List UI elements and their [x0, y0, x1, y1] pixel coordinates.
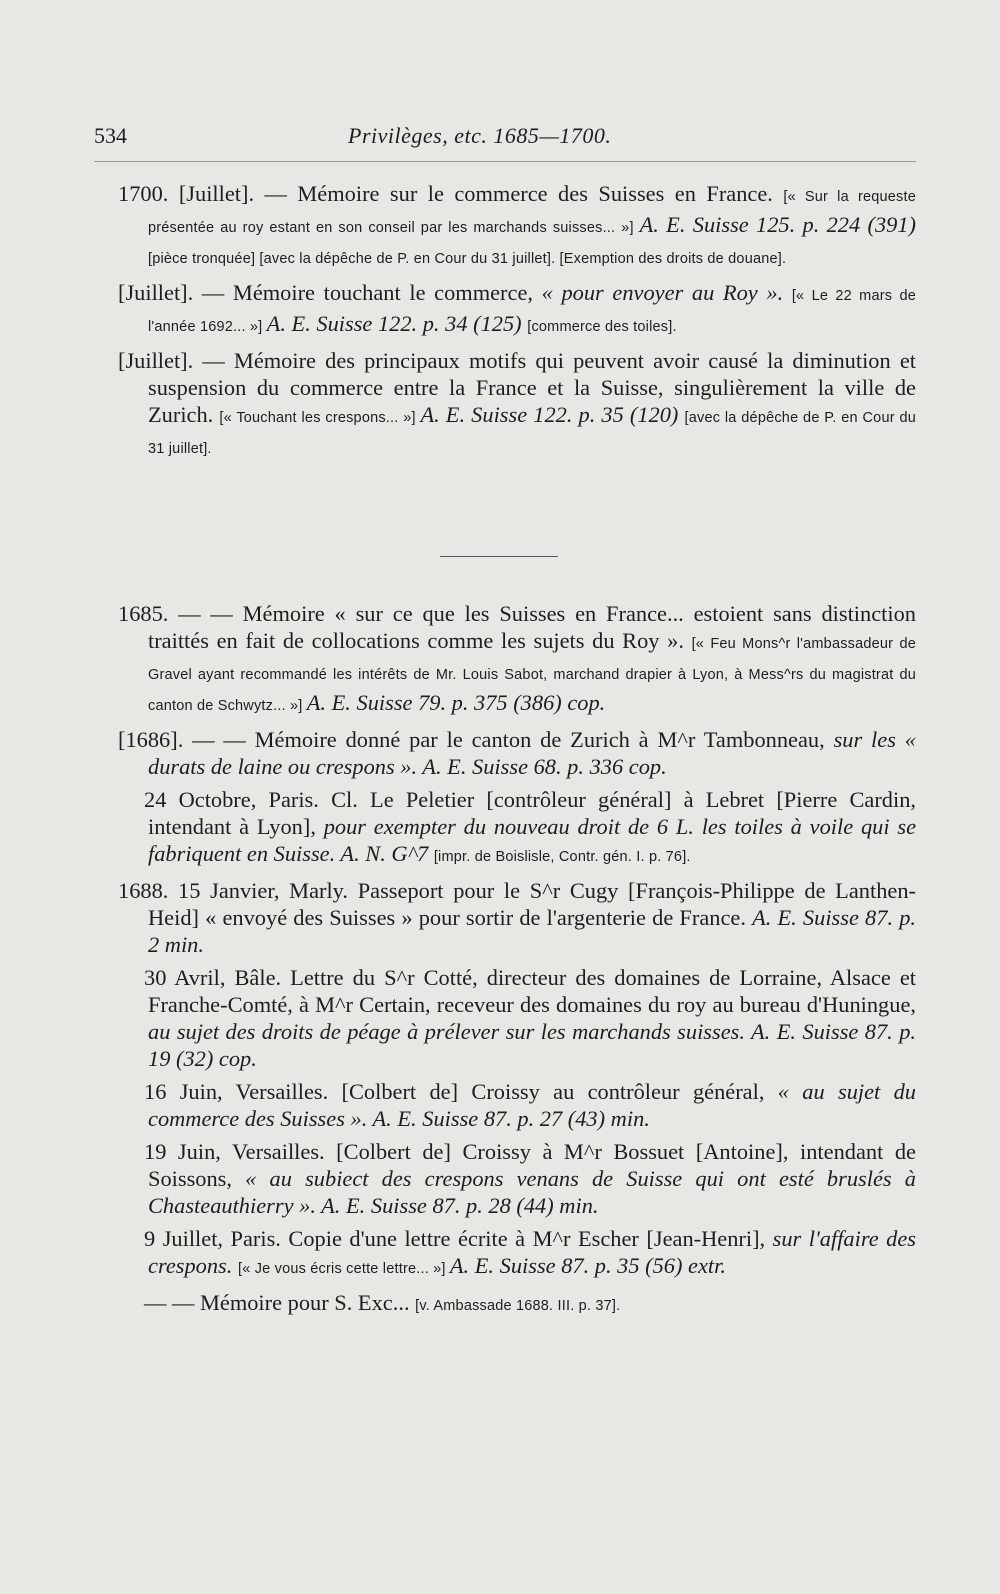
entry-lead: 1700. [Juillet]. — Mémoire sur le commerce des Suisses en France. — [118, 181, 784, 206]
entry-lead: 19 Juin, Versailles. [Colbert de] Croissy à M^r Bossuet [Antoine], intendant de Soissons, — [144, 1139, 916, 1191]
entry-lead: [1686]. — — Mémoire donné par le canton de Zurich à M^r Tambonneau, — [118, 727, 834, 752]
entry-em: sur l'affaire des crespons. — [148, 1226, 916, 1278]
entry-note: [« Feu Mons^r l'ambassadeur de Gravel ayant recommandé les intérêts de Mr. Louis Sabot, marchand drapier à Lyon, à Mess^rs du magistrat du canton de Schwytz... »] — [148, 636, 916, 714]
entry-ref: A. E. Suisse 87. p. 2 min. — [148, 905, 916, 957]
page-header — [94, 123, 916, 163]
entry-lead: 1688. 15 Janvier, Marly. Passeport pour le S^r Cugy [François-Philippe de Lanthen-Heid] « envoyé des Suisses » pour sortir de l'argenterie de France. — [118, 878, 916, 930]
entry-em: « au subiect des crespons venans de Suisse qui ont esté bruslés à Chasteauthierry ». — [148, 1166, 916, 1218]
entry — [118, 600, 916, 720]
entry-em: sur les « durats de laine ou crespons ». — [148, 727, 916, 779]
entry-note: [v. Ambassade 1688. III. p. 37]. — [415, 1298, 621, 1314]
entry-em: « pour envoyer au Roy ». — [541, 280, 792, 305]
entry-ref: A. E. Suisse 122. p. 34 (125) — [266, 311, 528, 336]
entry-lead: 1685. — — Mémoire « sur ce que les Suisses en France... estoient sans distinction traittés en fait de collocations comme les sujets du Roy ». — [118, 601, 916, 653]
page-number: 534 — [94, 123, 127, 148]
entry — [118, 1138, 916, 1219]
entry — [118, 1078, 916, 1132]
entry-ref: A. E. Suisse 68. p. 336 cop. — [422, 754, 667, 779]
entry-ref: A. E. Suisse 87. p. 28 (44) min. — [321, 1193, 599, 1218]
entry — [118, 964, 916, 1072]
entry-ref: A. N. G^7 — [340, 841, 434, 866]
entry-em: pour exempter du nouveau droit de 6 L. les toiles à voile qui se fabriquent en Suisse. — [148, 814, 917, 866]
entry — [118, 1289, 916, 1320]
entry-note2: [avec la dépêche de P. en Cour du 31 juillet]. — [148, 410, 916, 457]
entry — [118, 279, 916, 341]
entry-note: [« Touchant les crespons... »] — [219, 410, 421, 426]
entry-note2: [commerce des toiles]. — [527, 319, 677, 335]
entry — [118, 347, 916, 463]
entry — [118, 786, 916, 871]
entry-lead: 30 Avril, Bâle. Lettre du S^r Cotté, directeur des domaines de Lorraine, Alsace et Franche-Comté, à M^r Certain, receveur des domaines du roy au bureau d'Huningue, — [144, 965, 916, 1017]
section-separator — [440, 556, 558, 557]
section-1700 — [118, 180, 916, 469]
entry-lead: 16 Juin, Versailles. [Colbert de] Croissy au contrôleur général, — [144, 1079, 778, 1104]
entry-ref: A. E. Suisse 122. p. 35 (120) — [420, 402, 685, 427]
entry-em: « au sujet du commerce des Suisses ». — [148, 1079, 916, 1131]
entry-lead: [Juillet]. — Mémoire touchant le commerce, — [118, 280, 542, 305]
entry-ref: A. E. Suisse 87. p. 19 (32) cop. — [148, 1019, 916, 1071]
entry-note: [« Je vous écris cette lettre... »] — [237, 1261, 450, 1277]
entry-lead: — — Mémoire pour S. Exc... — [144, 1290, 416, 1315]
entry-lead: 24 Octobre, Paris. Cl. Le Peletier [contrôleur général] à Lebret [Pierre Cardin, intendant à Lyon], — [144, 787, 916, 839]
entry — [118, 180, 916, 273]
entry-note: [« Sur la requeste présentée au roy estant en son conseil par les marchands suisses... »] — [148, 189, 916, 236]
entry-note2: [pièce tronquée] [avec la dépêche de P. en Cour du 31 juillet]. [Exemption des droits de douane]. — [148, 251, 787, 267]
section-1685-1688 — [118, 600, 916, 1326]
header-rule — [94, 161, 916, 162]
entry-lead: 9 Juillet, Paris. Copie d'une lettre écrite à M^r Escher [Jean-Henri], — [144, 1226, 773, 1251]
entry — [118, 877, 916, 958]
entry-lead: [Juillet]. — Mémoire des principaux motifs qui peuvent avoir causé la diminution et suspension du commerce entre la France et la Suisse, singulièrement la ville de Zurich. — [118, 348, 916, 427]
entry — [118, 1225, 916, 1283]
entry-em: au sujet des droits de péage à prélever sur les marchands suisses. — [148, 1019, 751, 1044]
running-title: Privilèges, etc. 1685—1700. — [348, 123, 612, 148]
entry-ref: A. E. Suisse 87. p. 27 (43) min. — [372, 1106, 650, 1131]
entry-ref: A. E. Suisse 125. p. 224 (391) — [639, 212, 916, 237]
entry-note: [« Le 22 mars de l'année 1692... »] — [148, 288, 917, 335]
entry-ref: A. E. Suisse 87. p. 35 (56) extr. — [449, 1253, 726, 1278]
entry-note2: [impr. de Boislisle, Contr. gén. I. p. 76]. — [433, 849, 691, 865]
entry-ref: A. E. Suisse 79. p. 375 (386) cop. — [306, 690, 606, 715]
entry — [118, 726, 916, 780]
